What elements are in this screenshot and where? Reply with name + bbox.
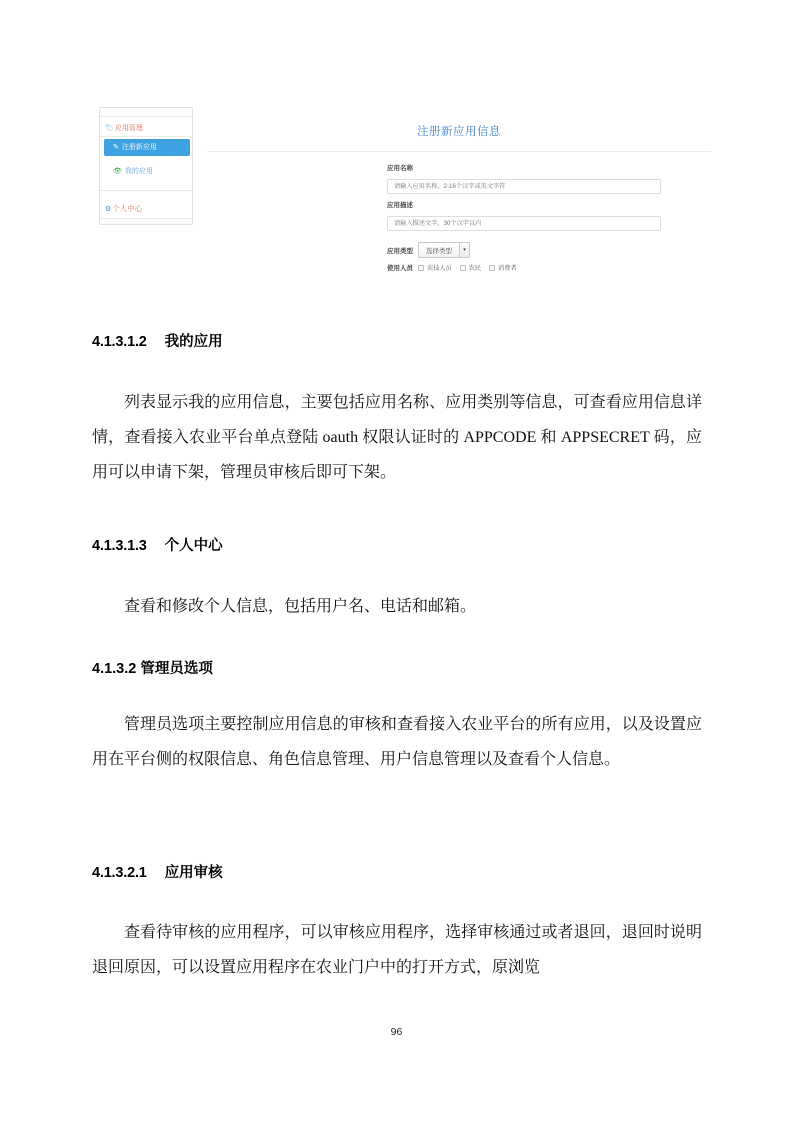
sidebar-group-app-management [105, 123, 143, 133]
checkbox-consumer[interactable] [489, 263, 517, 272]
gear-icon: ⚙ [105, 206, 112, 213]
heading-admin-options: 4.1.3.2 管理员选项 [92, 661, 213, 677]
paragraph-admin-options: 管理员选项主要控制应用信息的审核和查看接入农业平台的所有应用，以及设置应用在平台侧的权限信息、角色信息管理、用户信息管理以及查看个人信息。 [92, 716, 702, 768]
checkbox-farmer[interactable] [460, 263, 481, 272]
checkbox-agritech-staff-label: 农技人员 [427, 265, 452, 272]
checkbox-consumer-label: 消费者 [498, 265, 517, 272]
sidebar-item-register-new-app-label: 注册新应用 [121, 144, 157, 151]
sidebar-group-personal-center[interactable] [105, 203, 142, 214]
target-users-checkbox-group [418, 263, 525, 272]
checkbox-agritech-staff[interactable] [418, 263, 452, 272]
app-description-label: 应用描述 [387, 202, 413, 209]
heading-my-apps-text: 我的应用 [164, 334, 223, 350]
heading-my-apps-number: 4.1.3.1.2 [92, 334, 147, 350]
app-type-select-value: 选择类型 [426, 247, 452, 255]
register-app-form [387, 163, 661, 272]
eye-icon: 👁 [113, 168, 122, 175]
paragraph-personal-center: 查看和修改个人信息，包括用户名、电话和邮箱。 [124, 598, 477, 615]
checkbox-box-icon [460, 265, 466, 271]
register-app-panel [207, 107, 711, 292]
app-name-label: 应用名称 [387, 165, 413, 172]
app-type-select[interactable] [418, 242, 470, 258]
sidebar-divider-2 [100, 190, 192, 191]
sidebar-top-divider [100, 116, 192, 117]
checkbox-farmer-label: 农民 [468, 265, 482, 272]
target-users-label: 使用人员 [387, 265, 413, 272]
heading-app-audit-number: 4.1.3.2.1 [92, 865, 147, 881]
page-number: 96 [390, 1026, 403, 1038]
sidebar-group-personal-center-label: 个人中心 [112, 204, 143, 213]
sidebar-card [99, 107, 193, 225]
sidebar-item-register-new-app[interactable] [104, 139, 190, 156]
heading-personal-center-number: 4.1.3.1.3 [92, 538, 147, 554]
checkbox-box-icon [489, 265, 495, 271]
sidebar-bottom-divider [100, 218, 192, 219]
sidebar-item-my-apps-label: 我的应用 [124, 168, 153, 175]
chevron-down-icon: ▾ [459, 243, 469, 257]
tag-icon: 🏷 [105, 125, 114, 132]
paragraph-app-audit: 查看待审核的应用程序，可以审核应用程序，选择审核通过或者退回，退回时说明退回原因，可以设置应用程序在农业门户中的打开方式，原浏览 [92, 924, 702, 976]
heading-personal-center [92, 534, 223, 555]
app-name-input[interactable] [387, 179, 661, 194]
sidebar-group-app-management-label: 应用管理 [114, 125, 143, 132]
edit-square-icon: ✎ [113, 144, 119, 151]
checkbox-box-icon [418, 265, 424, 271]
heading-my-apps [92, 330, 223, 351]
heading-app-audit-text: 应用审核 [164, 865, 223, 881]
target-users-row [387, 263, 661, 272]
app-type-label: 应用类型 [387, 247, 413, 255]
page-title: 注册新应用信息 [417, 126, 501, 138]
heading-personal-center-text: 个人中心 [164, 538, 223, 554]
sidebar-divider-1 [100, 136, 192, 137]
paragraph-my-apps: 列表显示我的应用信息，主要包括应用名称、应用类别等信息，可查看应用信息详情，查看接入农业平台单点登陆 oauth 权限认证时的 APPCODE 和 APPSECRET 码，应用可以申请下架，管理员审核后即可下架。 [92, 394, 702, 481]
embedded-screenshot-figure [99, 107, 711, 292]
title-divider [207, 151, 711, 152]
app-type-row [387, 242, 661, 258]
heading-app-audit [92, 861, 223, 882]
sidebar-item-my-apps[interactable] [104, 163, 190, 180]
app-description-input[interactable] [387, 216, 661, 231]
